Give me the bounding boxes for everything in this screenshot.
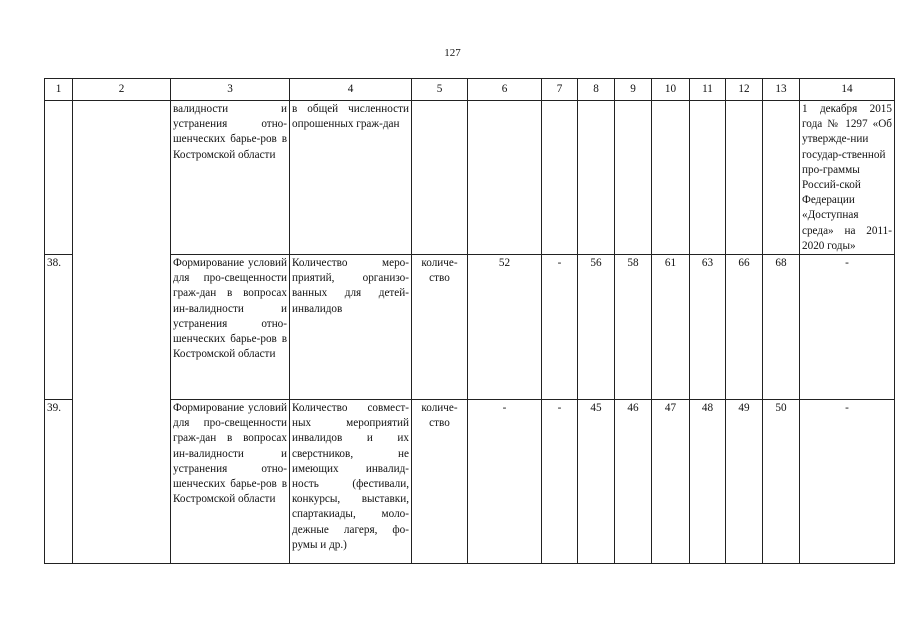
- header-cell-2: 2: [73, 79, 171, 101]
- header-cell-3: 3: [171, 79, 290, 101]
- value-cell-9: 58: [615, 255, 652, 400]
- value-cell-12: 66: [726, 255, 763, 400]
- table-row-continuation: [45, 101, 895, 255]
- value-cell-6: [468, 101, 542, 255]
- header-cell-7: 7: [542, 79, 578, 101]
- header-cell-12: 12: [726, 79, 763, 101]
- header-cell-11: 11: [690, 79, 726, 101]
- value-cell-13: 68: [763, 255, 800, 400]
- unit-cell: [412, 101, 468, 255]
- page-number: 127: [444, 47, 461, 59]
- value-cell-11: [690, 101, 726, 255]
- merged-column-2-cell: [73, 101, 171, 564]
- source-document-cell: 1 декабря 2015 года № 1297 «Об утвержде-нии государ-ственной про-граммы Россий-ской Федерации «Доступная среда» на 2011-2020 годы»: [800, 101, 895, 255]
- header-cell-1: 1: [45, 79, 73, 101]
- value-cell-10: 47: [652, 400, 690, 564]
- value-cell-8: 56: [578, 255, 615, 400]
- measure-name-cell: Формирование условий для про-свещенности граж-дан в вопросах ин-валидности и устранения отно-шенческих барье-ров в Костромской области: [171, 400, 290, 564]
- row-number-cell: 38.: [45, 255, 73, 400]
- measure-name-cell: Формирование условий для про-свещенности граж-дан в вопросах ин-валидности и устранения отно-шенческих барье-ров в Костромской области: [171, 255, 290, 400]
- header-cell-6: 6: [468, 79, 542, 101]
- value-cell-13: 50: [763, 400, 800, 564]
- value-cell-7: [542, 101, 578, 255]
- header-cell-14: 14: [800, 79, 895, 101]
- value-cell-10: 61: [652, 255, 690, 400]
- source-document-cell: -: [800, 400, 895, 564]
- indicator-name-cell: в общей численности опрошенных граж-дан: [290, 101, 412, 255]
- header-cell-4: 4: [290, 79, 412, 101]
- value-cell-9: [615, 101, 652, 255]
- value-cell-9: 46: [615, 400, 652, 564]
- unit-cell: количе-ство: [412, 255, 468, 400]
- header-cell-5: 5: [412, 79, 468, 101]
- value-cell-11: 48: [690, 400, 726, 564]
- value-cell-6: -: [468, 400, 542, 564]
- value-cell-8: [578, 101, 615, 255]
- row-number-cell: [45, 101, 73, 255]
- header-row: [45, 79, 895, 101]
- value-cell-12: 49: [726, 400, 763, 564]
- value-cell-8: 45: [578, 400, 615, 564]
- measure-name-cell: валидности и устранения отно-шенческих барье-ров в Костромской области: [171, 101, 290, 255]
- table-row-39: [45, 400, 895, 564]
- indicator-table: [44, 78, 895, 564]
- header-cell-13: 13: [763, 79, 800, 101]
- value-cell-13: [763, 101, 800, 255]
- value-cell-6: 52: [468, 255, 542, 400]
- header-cell-8: 8: [578, 79, 615, 101]
- table-row-38: [45, 255, 895, 400]
- source-document-cell: -: [800, 255, 895, 400]
- indicator-name-cell: Количество совмест-ных мероприятий инвалидов и их сверстников, не имеющих инвалид-ность (фестивали, конкурсы, выставки, спартакиады, моло-дежные лагеря, фо-румы и др.): [290, 400, 412, 564]
- value-cell-12: [726, 101, 763, 255]
- header-cell-9: 9: [615, 79, 652, 101]
- unit-cell: количе-ство: [412, 400, 468, 564]
- header-cell-10: 10: [652, 79, 690, 101]
- value-cell-11: 63: [690, 255, 726, 400]
- row-number-cell: 39.: [45, 400, 73, 564]
- value-cell-7: -: [542, 400, 578, 564]
- indicator-name-cell: Количество меро-приятий, организо-ванных для детей-инвалидов: [290, 255, 412, 400]
- value-cell-7: -: [542, 255, 578, 400]
- value-cell-10: [652, 101, 690, 255]
